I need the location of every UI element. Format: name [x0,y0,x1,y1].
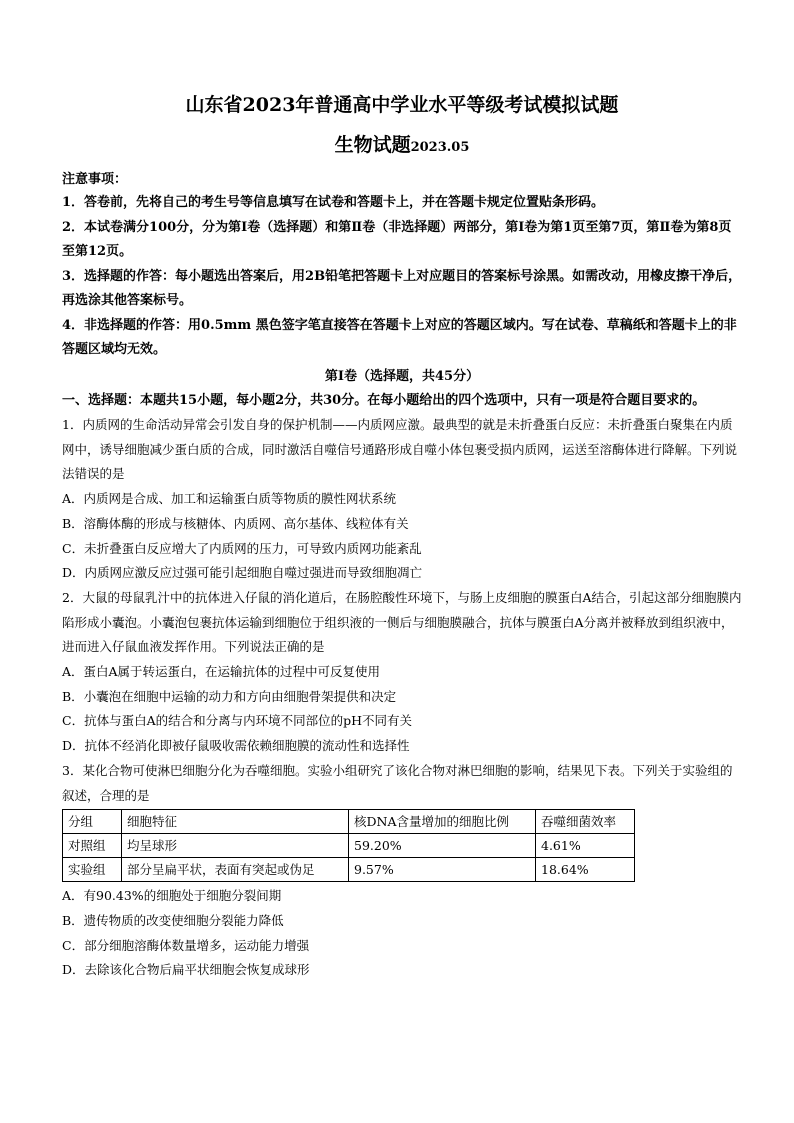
table-cell: 18.64% [536,858,635,882]
table-cell: 均呈球形 [122,834,349,858]
question-stem: 1．内质网的生命活动异常会引发自身的保护机制——内质网应激。最典型的就是未折叠蛋白反应：未折叠蛋白聚集在内质网中，诱导细胞减少蛋白质的合成，同时激活自噬信号通路形成自噬小体包裹受损内质网，运送至溶酶体进行降解。下列说法错误的是 [62,417,738,482]
note-item: 3．选择题的作答：每小题选出答案后，用2B铅笔把答题卡上对应题目的答案标号涂黑。如需改动，用橡皮擦干净后，再选涂其他答案标号。 [62,268,742,308]
subject-name: 生物试题 [334,134,411,156]
exam-title: 山东省2023年普通高中学业水平等级考试模拟试题 [185,94,619,116]
table-header-row [63,810,635,834]
question-3 [62,759,742,983]
question-2 [62,586,742,759]
results-table [62,809,635,882]
table-cell: 对照组 [63,834,122,858]
table-header-cell: 核DNA含量增加的细胞比例 [349,810,536,834]
question-1 [62,413,742,586]
table-row [63,834,635,858]
table-cell: 实验组 [63,858,122,882]
table-cell: 59.20% [349,834,536,858]
option-d: D．去除该化合物后扁平状细胞会恢复成球形 [62,962,310,978]
option-d: D．内质网应激反应过强可能引起细胞自噬过强进而导致细胞凋亡 [62,565,423,581]
option-b: B．小囊泡在细胞中运输的动力和方向由细胞骨架提供和决定 [62,688,397,704]
table-header-cell: 细胞特征 [122,810,349,834]
table-header-cell: 吞噬细菌效率 [536,810,635,834]
section-title: 第Ⅰ卷（选择题，共45分） [324,368,480,384]
option-d: D．抗体不经消化即被仔鼠吸收需依赖细胞膜的流动性和选择性 [62,738,410,754]
table-header-cell: 分组 [63,810,122,834]
option-a: A．蛋白A属于转运蛋白，在运输抗体的过程中可反复使用 [62,664,381,680]
option-c: C．抗体与蛋白A的结合和分离与内环境不同部位的pH不同有关 [62,713,412,729]
note-item: 2．本试卷满分100分，分为第Ⅰ卷（选择题）和第Ⅱ卷（非选择题）两部分，第Ⅰ卷为第1页至第7页，第Ⅱ卷为第8页至第12页。 [62,219,732,259]
table-cell: 4.61% [536,834,635,858]
exam-page [62,92,742,983]
option-c: C．部分细胞溶酶体数量增多，运动能力增强 [62,937,310,953]
question-stem: 3．某化合物可使淋巴细胞分化为吞噬细胞。实验小组研究了该化合物对淋巴细胞的影响，结果见下表。下列关于实验组的叙述，合理的是 [62,762,733,803]
note-item: 4．非选择题的作答：用0.5mm 黑色签字笔直接答在答题卡上对应的答题区域内。写在试卷、草稿纸和答题卡上的非答题区域均无效。 [62,317,737,357]
exam-subtitle [62,132,742,161]
exam-date: 2023.05 [410,140,470,155]
note-item: 1．答卷前，先将自己的考生号等信息填写在试卷和答题卡上，并在答题卡规定位置贴条形码。 [62,195,605,210]
option-b: B．溶酶体酶的形成与核糖体、内质网、高尔基体、线粒体有关 [62,515,409,531]
section-description: 一、选择题：本题共15小题，每小题2分，共30分。在每小题给出的四个选项中，只有一项是符合题目要求的。 [62,392,706,408]
table-row [63,858,635,882]
option-a: A．有90.43%的细胞处于细胞分裂间期 [62,888,282,904]
table-cell: 部分呈扁平状，表面有突起或伪足 [122,858,349,882]
option-b: B．遗传物质的改变使细胞分裂能力降低 [62,912,284,928]
table-cell: 9.57% [349,858,536,882]
notes-heading: 注意事项： [62,172,128,187]
option-a: A．内质网是合成、加工和运输蛋白质等物质的膜性网状系统 [62,491,397,507]
option-c: C．未折叠蛋白反应增大了内质网的压力，可导致内质网功能紊乱 [62,540,422,556]
question-stem: 2．大鼠的母鼠乳汁中的抗体进入仔鼠的消化道后，在肠腔酸性环境下，与肠上皮细胞的膜蛋白A结合，引起这部分细胞膜内陷形成小囊泡。小囊泡包裹抗体运输到细胞位于组织液的一侧后与细胞膜融合，抗体与膜蛋白A分离并被释放到组织液中，进而进入仔鼠血液发挥作用。下列说法正确的是 [62,589,742,655]
